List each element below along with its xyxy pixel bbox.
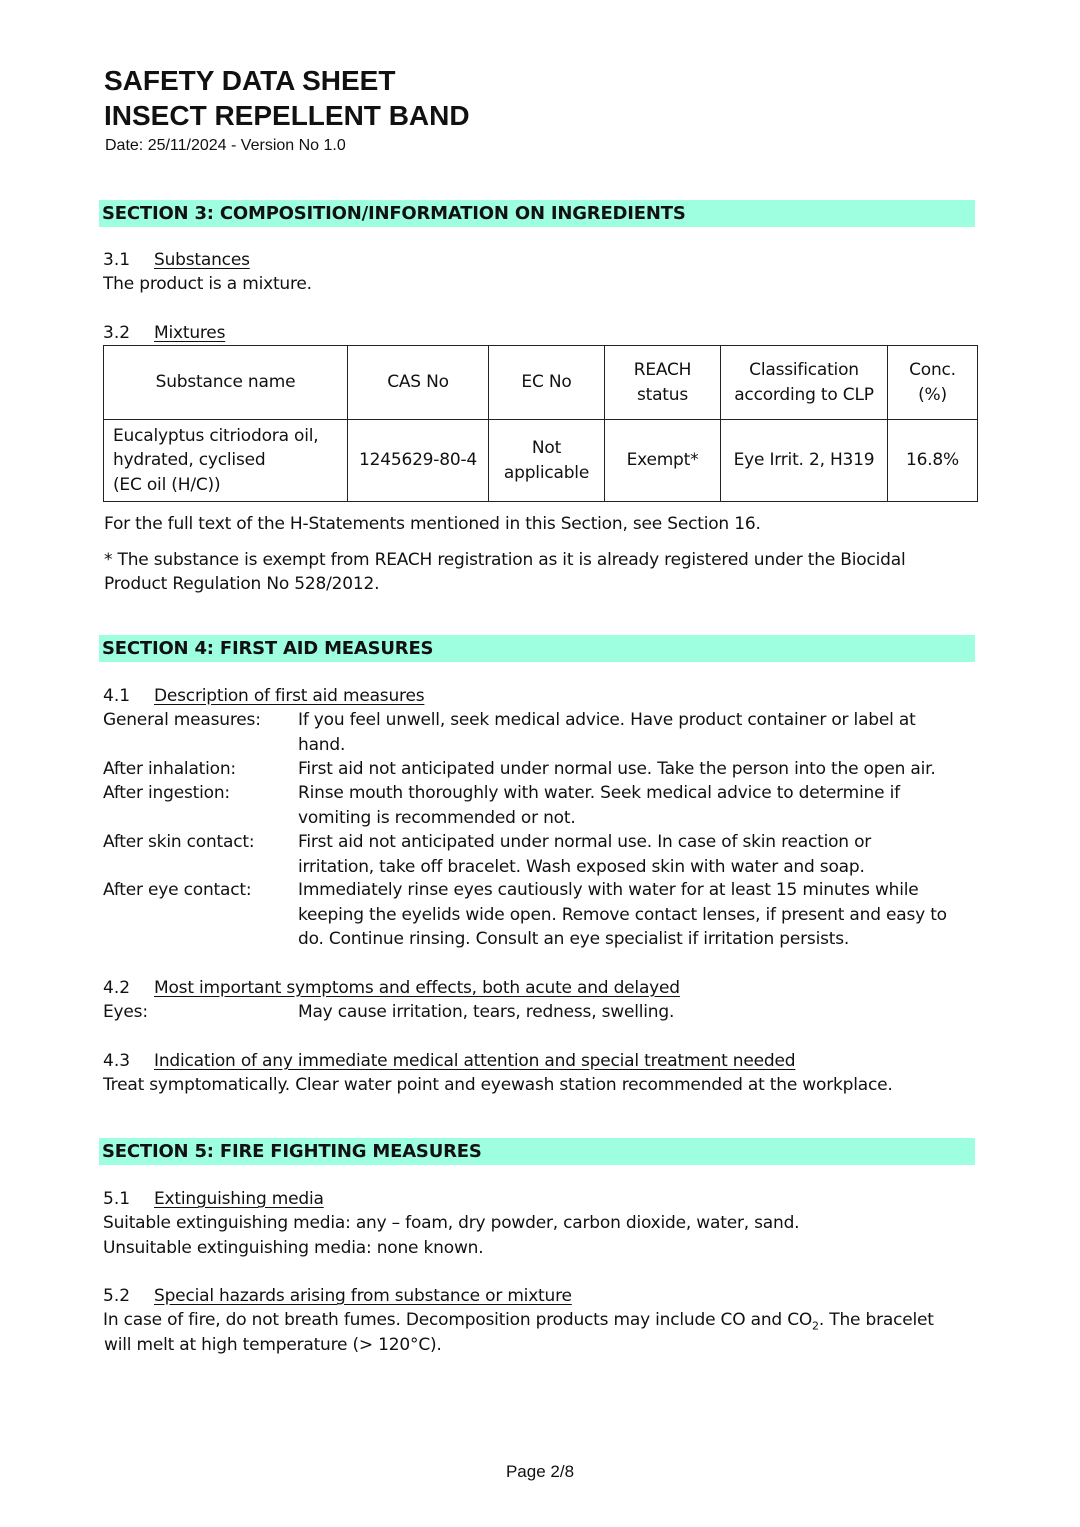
substance-line: hydrated, cyclised [113, 450, 266, 471]
date-version: Date: 25/11/2024 - Version No 1.0 [105, 137, 346, 154]
cell-reach-status: Exempt* [605, 420, 721, 502]
after-inhalation-text: First aid not anticipated under normal use. Take the person into the open air. [298, 759, 936, 779]
substance-line: (EC oil (H/C)) [113, 474, 221, 495]
after-ingestion-text: Rinse mouth thoroughly with water. Seek medical advice to determine if vomiting is recommended or not. [298, 783, 900, 828]
col-reach-status: REACH status [605, 346, 721, 420]
mixtures-table [103, 345, 978, 502]
col-cas-no: CAS No [348, 346, 489, 420]
page-number: Page 2/8 [505, 1462, 575, 1481]
col-substance-name: Substance name [104, 346, 348, 420]
eyes-text: May cause irritation, tears, redness, swelling. [298, 1002, 675, 1022]
s42-number: 4.2 [103, 978, 131, 998]
reach-exempt-note-line: Product Regulation No 528/2012. [104, 574, 380, 594]
general-measures-text: If you feel unwell, seek medical advice. Have product container or label at hand. [298, 710, 916, 755]
table-header-row [104, 346, 978, 420]
product-name: INSECT REPELLENT BAND [104, 100, 470, 131]
after-ingestion-label: After ingestion: [103, 783, 230, 803]
s43-text: Treat symptomatically. Clear water point and eyewash station recommended at the workplace. [103, 1075, 893, 1095]
suitable-media-text: Suitable extinguishing media: any – foam, dry powder, carbon dioxide, water, sand. [103, 1213, 800, 1233]
after-inhalation-label: After inhalation: [103, 759, 236, 779]
col-classification: Classification according to CLP [721, 346, 888, 420]
after-skin-contact-text: First aid not anticipated under normal use. In case of skin reaction or irritation, take off bracelet. Wash exposed skin with water and soap. [298, 832, 872, 877]
after-eye-contact-text: Immediately rinse eyes cautiously with water for at least 15 minutes while keeping the eyelids wide open. Remove contact lenses, if present and easy to do. Continue rinsing. Consult an eye specialist if irritation persists. [298, 880, 947, 949]
s52-title: Special hazards arising from substance or mixture [154, 1286, 572, 1306]
s31-text: The product is a mixture. [103, 274, 312, 294]
cell-concentration: 16.8% [888, 420, 978, 502]
co2-subscript: 2 [812, 1319, 819, 1333]
reach-exempt-note-line: * The substance is exempt from REACH registration as it is already registered under the Biocidal [104, 550, 906, 570]
h-statements-note: For the full text of the H-Statements mentioned in this Section, see Section 16. [104, 514, 761, 534]
cell-ec-no: Not applicable [489, 420, 605, 502]
s43-title: Indication of any immediate medical attention and special treatment needed [154, 1051, 796, 1071]
eyes-label: Eyes: [103, 1002, 148, 1022]
general-measures-label: General measures: [103, 710, 261, 730]
after-skin-contact-label: After skin contact: [103, 832, 255, 852]
cell-substance-name [104, 420, 348, 502]
s41-title: Description of first aid measures [154, 686, 425, 706]
s32-title: Mixtures [154, 323, 226, 343]
substance-line: Eucalyptus citriodora oil, [113, 425, 319, 446]
s51-number: 5.1 [103, 1189, 131, 1209]
col-ec-no: EC No [489, 346, 605, 420]
s52-number: 5.2 [103, 1286, 131, 1306]
special-hazards-line2: will melt at high temperature (> 120°C). [104, 1335, 442, 1355]
s42-title: Most important symptoms and effects, both acute and delayed [154, 978, 680, 998]
special-hazards-text: In case of fire, do not breath fumes. Decomposition products may include CO and CO [103, 1310, 813, 1330]
s31-number: 3.1 [103, 250, 131, 270]
unsuitable-media-text: Unsuitable extinguishing media: none known. [103, 1238, 484, 1258]
s43-number: 4.3 [103, 1051, 131, 1071]
document-title: SAFETY DATA SHEET [104, 65, 396, 96]
section5-heading: SECTION 5: FIRE FIGHTING MEASURES [99, 1138, 975, 1165]
cell-cas-no: 1245629-80-4 [348, 420, 489, 502]
table-row [104, 420, 978, 502]
section4-heading: SECTION 4: FIRST AID MEASURES [99, 635, 975, 662]
cell-classification: Eye Irrit. 2, H319 [721, 420, 888, 502]
after-eye-contact-label: After eye contact: [103, 880, 252, 900]
s32-number: 3.2 [103, 323, 131, 343]
s31-title: Substances [154, 250, 250, 270]
section3-heading: SECTION 3: COMPOSITION/INFORMATION ON INGREDIENTS [99, 200, 975, 227]
special-hazards-text-end: . The bracelet [818, 1310, 934, 1330]
s41-number: 4.1 [103, 686, 131, 706]
col-concentration: Conc. (%) [888, 346, 978, 420]
s51-title: Extinguishing media [154, 1189, 324, 1209]
